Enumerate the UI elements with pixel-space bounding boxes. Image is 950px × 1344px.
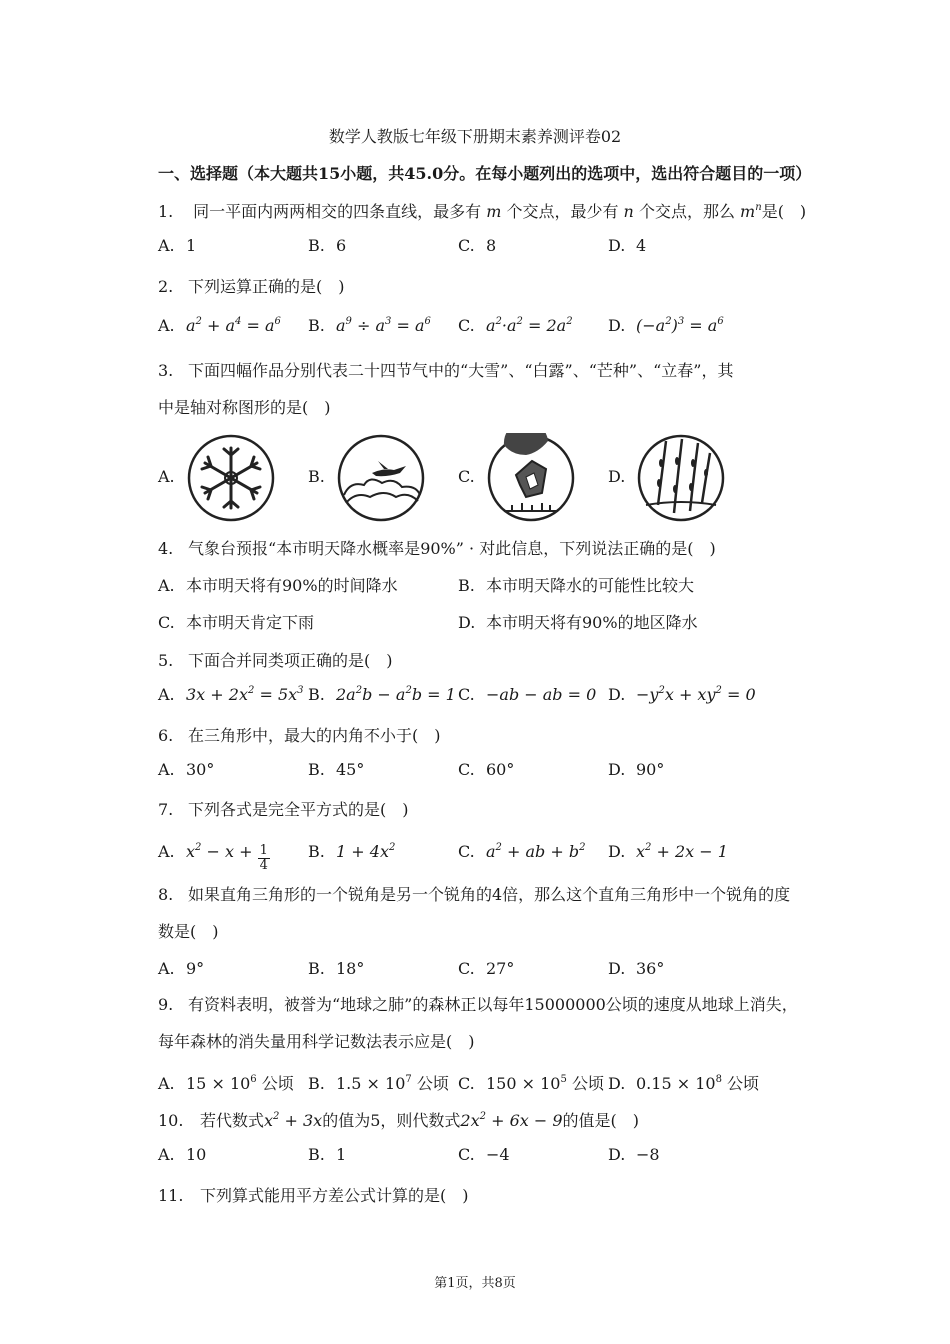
- question-7-options: [158, 836, 838, 873]
- option-a: A. $3x + 2x^2 = 5x^3$: [158, 685, 304, 704]
- option-c: C. 27°: [458, 959, 515, 978]
- option-b: B. 45°: [308, 760, 365, 779]
- option-a: A. 本市明天将有90%的时间降水: [158, 576, 398, 595]
- option-d: D. −8: [608, 1145, 660, 1164]
- option-c: C. −4: [458, 1145, 510, 1164]
- option-a: A. $15 \times 10^6$ 公顷: [158, 1074, 294, 1093]
- farmer-field-image: [486, 433, 576, 523]
- option-b: B. $1 + 4x^2$: [308, 842, 396, 861]
- option-d: D. 90°: [608, 760, 665, 779]
- question-3: 3. 下面四幅作品分别代表二十四节气中的“大雪”、“白露”、“芒种”、“立春”，其 中是轴对称图形的是( ): [158, 361, 734, 417]
- option-d: D. $(-a^2)^3 = a^6$: [608, 316, 724, 335]
- question-6: 6. 在三角形中，最大的内角不小于( ): [158, 726, 441, 745]
- option-b: B. 18°: [308, 959, 365, 978]
- option-c: C. 60°: [458, 760, 515, 779]
- section-heading: 一、选择题（本大题共15小题，共45.0分。在每小题列出的选项中，选出符合题目的一项）: [158, 164, 812, 183]
- option-d: D. $-y^2x + xy^2 = 0$: [608, 685, 756, 704]
- option-c: C. $a^2\cdot a^2 = 2a^2$: [458, 316, 573, 335]
- question-2-options: [158, 316, 838, 340]
- question-4-options-row-1: [158, 573, 838, 597]
- page-footer: 第1页，共8页: [434, 1276, 516, 1291]
- exam-page: 数学人教版七年级下册期末素养测评卷02 一、选择题（本大题共15小题，共45.0分。在每小题列出的选项中，选出符合题目的一项） 1. 同一平面内两两相交的四条直线，最多有 m 个交点，最少有 n 个交点，那么 $m^n$是( ) A. 1 B. 6 C. 8 D. 4 2. 下列运算正确的是( ) A. $a^2 + a^4 = a^6$ B. $a^9 \div a^3 = a^6$ C. $a^2\cdot a^2 = 2a^2$ D. $(-a^2)^3 = a^6$ 3. 下面四幅作品分别代表二十四节气中的“大雪”、“白露”、“芒种”、“立春”，其 中是轴对称图形的是( ) A. B. C. D. 4. 气象台预报“本市明天降水概率是90%” · 对此信息，下列说法正确的是( ) A. 本市明天将有90%的时间降水 B. 本市明天降水的可能性比较大 C. 本市明天肯定下雨 D. 本市明天将有90%的地区降水 5. 下面合并同类项正确的是( ) A. $3x + 2x^2 = 5x^3$ B. $2a^2b - a^2b = 1$ C. −ab − ab = 0 D. $-y^2x + xy^2 = 0$ 6. 在三角形中，最大的内角不小于( ) A. 30° B. 45° C. 60° D. 90° 7. 下列各式是完全平方式的是( ) A. $x^2 - x$ + $\frac{1}{4}$ B. $1 + 4x^2$ C. $a^2$ + ab + $b^2$ D. $x^2 + 2x - 1$ 8. 如果直角三角形的一个锐角是另一个锐角的4倍，那么这个直角三角形中一个锐角的度 数是( ) A. 9° B. 18° C. 27° D. 36° 9. 有资料表明，被誉为“地球之肺”的森林正以每年15000000公顷的速度从地球上消失， 每年森林的消失量用科学记数法表示应是( ) A. $15 \times 10^6$ 公顷 B. $1.5 \times 10^7$ 公顷 C. $150 \times 10^5$ 公顷 D. $0.15 \times 10^8$ 公顷 10. 若代数式$x^2 + 3x$的值为5，则代数式$2x^2 + 6x - 9$的值是( ) A. 10 B. 1 C. −4 D. −8 11. 下列算式能用平方差公式计算的是( ) 第1页，共8页: [0, 0, 950, 1344]
- snowflake-image: [186, 433, 276, 523]
- option-a: A. $x^2 - x$ + $\frac{1}{4}$: [158, 842, 268, 873]
- option-c: C. $150 \times 10^5$ 公顷: [458, 1074, 604, 1093]
- question-10-options: [158, 1145, 838, 1169]
- option-c: C. $a^2$ + ab + $b^2$: [458, 842, 586, 861]
- question-7: 7. 下列各式是完全平方式的是( ): [158, 800, 409, 819]
- option-b: B. 本市明天降水的可能性比较大: [458, 576, 695, 595]
- option-a: A. 30°: [158, 760, 215, 779]
- option-d: D. 4: [608, 236, 647, 255]
- option-a: A. 1: [158, 236, 197, 255]
- question-4: 4. 气象台预报“本市明天降水概率是90%” · 对此信息，下列说法正确的是( ): [158, 539, 716, 558]
- question-10: 10. 若代数式$x^2 + 3x$的值为5，则代数式$2x^2 + 6x - 9$的值是( ): [158, 1111, 640, 1130]
- question-6-options: [158, 760, 838, 784]
- question-5-options: [158, 685, 838, 709]
- option-c: C. 本市明天肯定下雨: [158, 613, 315, 632]
- question-11: 11. 下列算式能用平方差公式计算的是( ): [158, 1186, 469, 1205]
- question-9: 9. 有资料表明，被誉为“地球之肺”的森林正以每年15000000公顷的速度从地球上消失， 每年森林的消失量用科学记数法表示应是( ): [158, 995, 798, 1051]
- question-2: 2. 下列运算正确的是( ): [158, 277, 345, 296]
- option-c: C. 8: [458, 236, 497, 255]
- question-8-options: [158, 959, 838, 983]
- question-8: 8. 如果直角三角形的一个锐角是另一个锐角的4倍，那么这个直角三角形中一个锐角的度 数是( ): [158, 885, 791, 941]
- option-a: A. 9°: [158, 959, 205, 978]
- option-b: B. $a^9 \div a^3 = a^6$: [308, 316, 431, 335]
- willow-branches-image: [636, 433, 726, 523]
- option-b: B. 1: [308, 1145, 347, 1164]
- option-d: D. 36°: [608, 959, 665, 978]
- page-title: 数学人教版七年级下册期末素养测评卷02: [328, 127, 622, 146]
- option-b: B. 6: [308, 236, 347, 255]
- option-a: A. $a^2 + a^4 = a^6$: [158, 316, 281, 335]
- option-b: B. $2a^2b - a^2b = 1$: [308, 685, 456, 704]
- option-d: D. 本市明天将有90%的地区降水: [458, 613, 698, 632]
- question-9-options: [158, 1071, 838, 1095]
- question-1: 1. 同一平面内两两相交的四条直线，最多有 m 个交点，最少有 n 个交点，那么 $m^n$是( ): [158, 202, 807, 221]
- option-d: D. $0.15 \times 10^8$ 公顷: [608, 1074, 760, 1093]
- option-a: A. 10: [158, 1145, 207, 1164]
- question-1-options: [158, 236, 838, 260]
- option-b: B. $1.5 \times 10^7$ 公顷: [308, 1074, 449, 1093]
- option-c: C. −ab − ab = 0: [458, 685, 597, 704]
- bird-clouds-image: [336, 433, 426, 523]
- option-d: D. $x^2 + 2x - 1$: [608, 842, 728, 861]
- question-4-options-row-2: [158, 610, 838, 634]
- question-5: 5. 下面合并同类项正确的是( ): [158, 651, 393, 670]
